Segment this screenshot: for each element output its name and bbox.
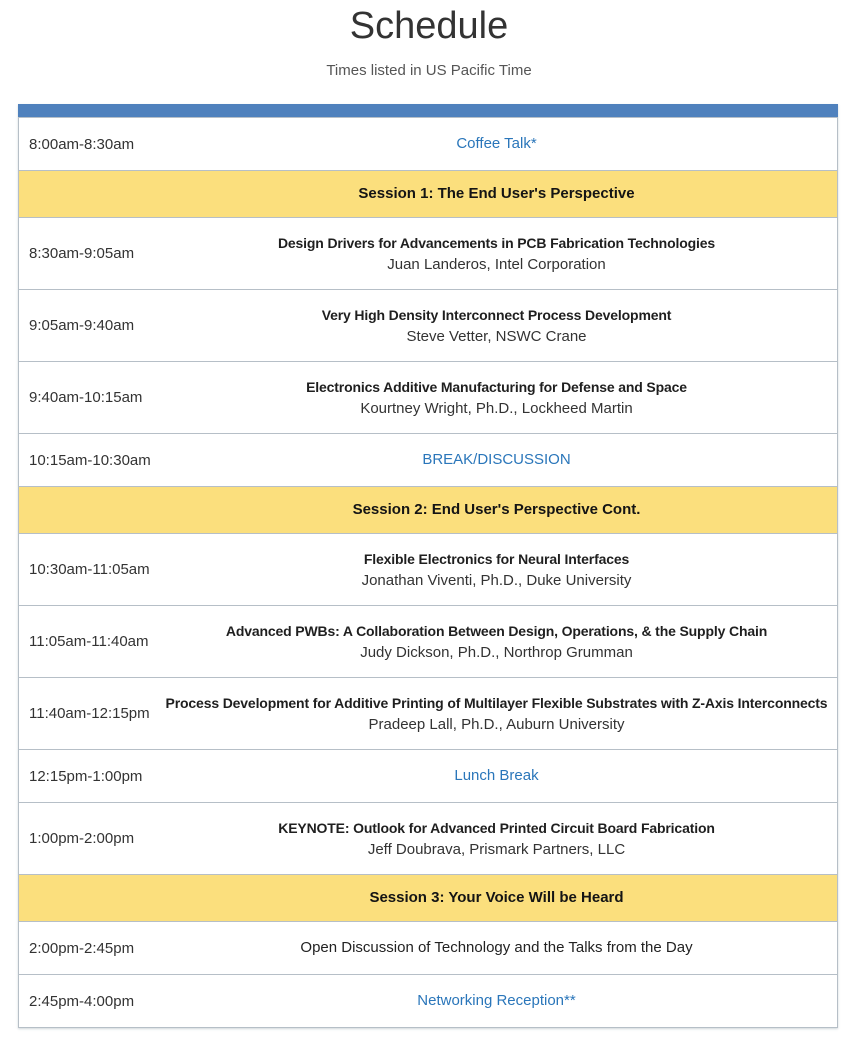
event-cell [156,614,837,670]
open-discussion-text: Open Discussion of Technology and the Talks from the Day [300,939,693,956]
talk-speaker: Judy Dickson, Ph.D., Northrop Grumman [360,643,633,661]
event-cell [156,986,837,1016]
coffee-talk-link[interactable]: Coffee Talk* [456,135,537,152]
talk-title: Electronics Additive Manufacturing for Defense and Space [306,378,687,395]
time-cell: 12:15pm-1:00pm [29,767,143,785]
session-2-title: Session 2: End User's Perspective Cont. [352,501,641,518]
row-keynote [19,802,837,874]
talk-title: Design Drivers for Advancements in PCB Fabrication Technologies [277,234,716,251]
row-additive-manufacturing [19,361,837,433]
talk-speaker: Jeff Doubrava, Prismark Partners, LLC [367,840,626,858]
row-advanced-pwbs [19,605,837,677]
table-header-bar [18,104,838,117]
event-cell [156,445,837,475]
row-break-discussion [19,433,837,486]
row-additive-printing [19,677,837,749]
time-cell: 2:00pm-2:45pm [29,939,135,957]
talk-speaker: Kourtney Wright, Ph.D., Lockheed Martin [360,399,633,417]
session-cell [156,883,837,913]
row-vhd-interconnect [19,289,837,361]
time-cell: 1:00pm-2:00pm [29,830,135,847]
row-lunch-break [19,749,837,802]
page-title: Schedule [349,5,509,47]
schedule-table [18,104,838,1028]
row-coffee-talk [19,117,837,170]
talk-speaker: Jonathan Viventi, Ph.D., Duke University [361,571,632,589]
talk-title: Process Development for Additive Printing of Multilayer Flexible Substrates with Z-Axis Interconnects [165,694,828,711]
lunch-break-link[interactable]: Lunch Break [454,767,539,784]
event-cell [156,129,837,159]
talk-speaker: Pradeep Lall, Ph.D., Auburn University [368,715,625,733]
session-1-header-row [19,170,837,217]
session-2-header-row [19,486,837,533]
time-cell: 10:15am-10:30am [29,451,151,469]
talk-title: Flexible Electronics for Neural Interfaces [363,550,630,567]
event-cell [156,933,837,963]
time-cell: 9:05am-9:40am [29,317,135,334]
session-cell [156,495,837,525]
event-cell [156,298,837,354]
talk-speaker: Juan Landeros, Intel Corporation [387,255,606,273]
networking-reception-link[interactable]: Networking Reception** [417,992,576,1009]
session-3-title: Session 3: Your Voice Will be Heard [369,889,624,906]
row-design-drivers [19,217,837,289]
event-cell [156,226,837,282]
break-discussion-link[interactable]: BREAK/DISCUSSION [422,451,571,468]
page-subtitle: Times listed in US Pacific Time [326,62,532,79]
time-cell: 10:30am-11:05am [29,561,150,578]
row-open-discussion [19,921,837,974]
talk-title: Very High Density Interconnect Process Development [321,306,672,323]
session-3-header-row [19,874,837,921]
time-cell: 11:40am-12:15pm [29,705,150,722]
event-cell [156,370,837,426]
session-1-title: Session 1: The End User's Perspective [358,185,635,202]
time-cell: 8:00am-8:30am [29,135,135,153]
talk-title: Advanced PWBs: A Collaboration Between Design, Operations, & the Supply Chain [225,622,768,639]
time-cell: 2:45pm-4:00pm [29,992,135,1010]
row-networking-reception [19,974,837,1027]
talk-title: KEYNOTE: Outlook for Advanced Printed Circuit Board Fabrication [278,819,715,836]
event-cell [156,686,837,742]
time-cell: 11:05am-11:40am [29,633,149,650]
time-cell: 8:30am-9:05am [29,245,135,262]
talk-speaker: Steve Vetter, NSWC Crane [406,327,587,345]
session-cell [156,179,837,209]
event-cell [156,761,837,791]
event-cell [156,811,837,867]
event-cell [156,542,837,598]
row-flexible-electronics [19,533,837,605]
time-cell: 9:40am-10:15am [29,389,143,406]
